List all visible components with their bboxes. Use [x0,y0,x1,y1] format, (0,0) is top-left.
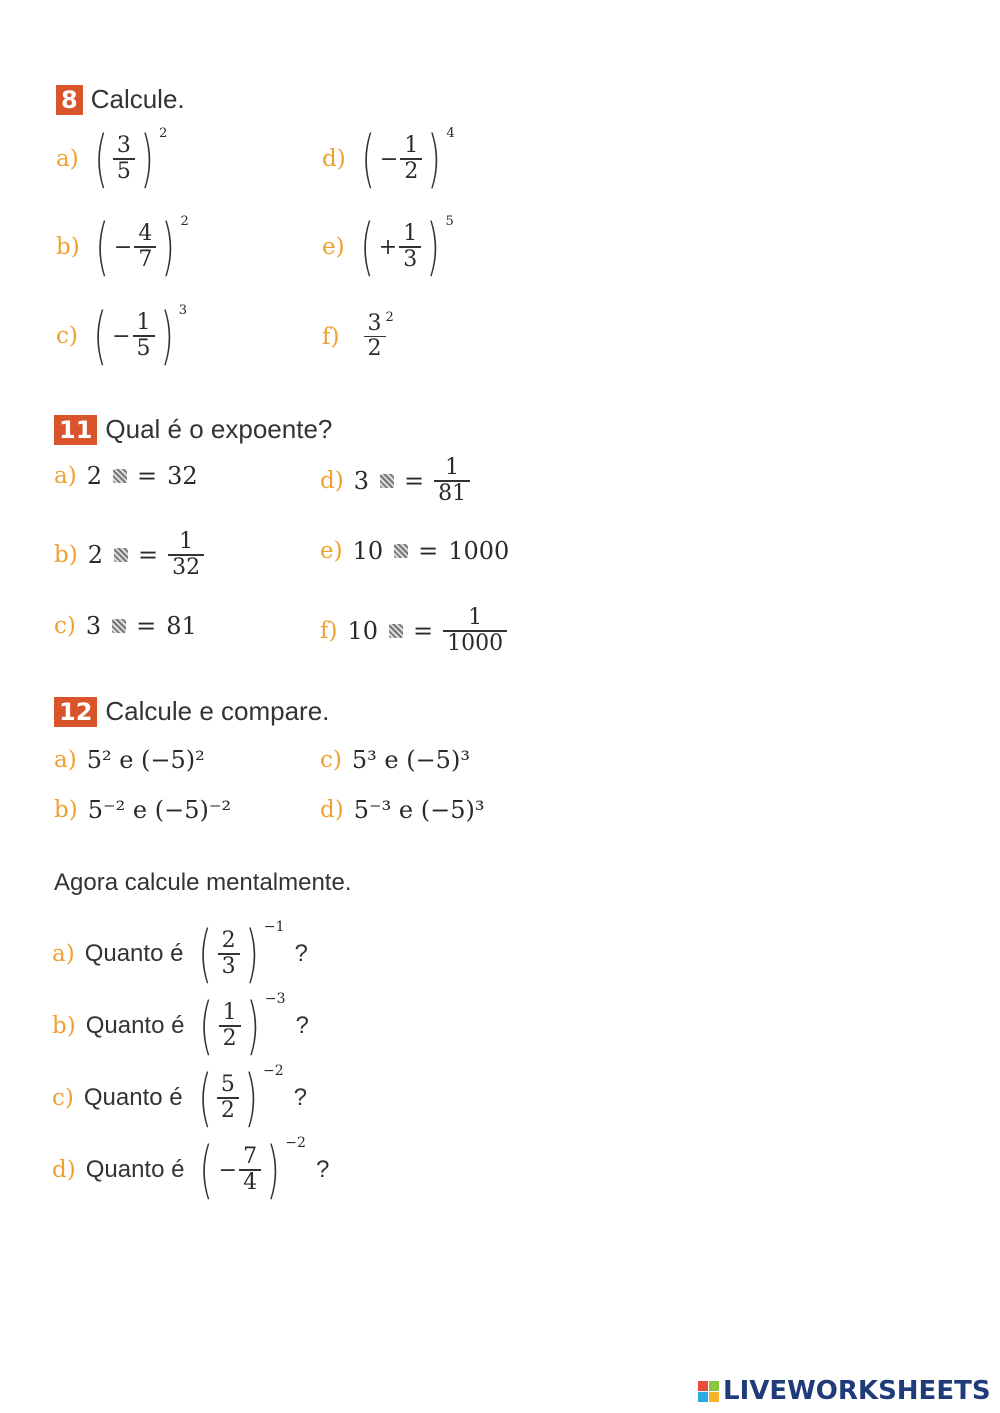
exponent: −2 [263,1063,284,1079]
mental-item-b [52,989,309,1062]
question-prefix: Quanto é [85,1156,185,1183]
equals-sign: = [137,541,159,569]
question-mark: ? [295,1012,309,1039]
blank-exponent[interactable] [389,624,403,638]
fraction-power [364,312,394,361]
blank-exponent[interactable] [394,544,408,558]
item-label: e) [322,234,345,260]
fraction-power: ( − $\frac{1}{5}$ ) 3 [93,299,187,372]
numerator: 1 [222,1000,237,1025]
item-label: b) [54,797,78,823]
equals-sign: = [136,462,158,490]
base: 10 [347,617,379,645]
result: 32 [167,462,198,490]
item-label: a) [52,941,75,967]
item-label: d) [52,1157,76,1183]
question-prefix: Quanto é [85,1012,185,1039]
item-label: c) [54,613,76,639]
expression: 5³ e (−5)³ [351,746,470,774]
mental-item-c [52,1061,308,1134]
q8-number-badge: 8 [56,85,83,115]
expression: 5⁻³ e (−5)³ [353,796,485,824]
blank-exponent[interactable] [114,548,128,562]
mental-title: Agora calcule mentalmente. [54,869,352,896]
numerator: 7 [243,1144,258,1169]
base: 2 [86,462,102,490]
exponent: 3 [178,303,187,318]
numerator: 1 [468,605,483,630]
logo-text: LIVEWORKSHEETS [723,1376,991,1406]
q8-item-c [56,299,187,372]
q11-item-c [54,612,197,640]
base: 3 [353,467,369,495]
liveworksheets-icon [698,1381,719,1402]
exponent: 4 [446,126,455,141]
q11-item-b [54,530,204,580]
question-prefix: Quanto é [84,940,184,967]
numerator: 1 [404,133,419,158]
q12-heading [54,696,329,727]
sign: − [113,234,133,260]
expression: 5⁻² e (−5)⁻² [87,796,232,824]
fraction-power: ( + $\frac{1}{3}$ ) 5 [360,210,454,283]
mental-item-a [52,917,308,990]
q11-item-f [320,606,507,656]
numerator: 1 [136,310,151,335]
denominator: 2 [364,336,386,361]
equals-sign: = [413,617,434,645]
item-label: b) [54,542,78,568]
q12-number-badge: 12 [54,697,97,727]
question-mark: ? [315,1156,330,1183]
item-label: c) [56,323,78,349]
numerator: 2 [221,928,236,953]
item-label: d) [322,146,346,172]
liveworksheets-logo [698,1376,991,1406]
fraction-power: ( $\frac{1}{2}$ ) −3 [199,989,286,1062]
question-prefix: Quanto é [83,1084,183,1111]
base: 10 [352,537,384,565]
exponent: −3 [264,991,286,1007]
item-label: a) [54,747,77,773]
denominator: 2 [219,1025,241,1051]
numerator: 4 [138,221,153,246]
result: 1000 [448,537,510,565]
item-label: a) [54,463,77,489]
item-label: d) [320,797,344,823]
item-label: e) [320,538,343,564]
numerator: 1 [445,455,460,480]
item-label: a) [56,146,79,172]
denominator: 5 [133,335,155,361]
exponent: 2 [180,214,189,229]
q8-item-b [56,210,189,283]
equals-sign: = [403,467,425,495]
item-label: d) [320,468,344,494]
q8-item-f [322,312,394,361]
blank-exponent[interactable] [112,619,126,633]
exponent: 5 [445,214,454,229]
denominator: 3 [399,246,421,272]
sign: − [218,1157,238,1183]
fraction-power: ( $\frac{2}{3}$ ) −1 [198,917,285,990]
base: 3 [85,612,102,640]
q12-title: Calcule e compare. [105,696,330,726]
item-label: b) [52,1013,76,1039]
base: 2 [87,541,103,569]
numerator: 3 [116,133,131,158]
exponent: 2 [159,126,168,141]
q11-heading [54,414,332,445]
sign: + [378,234,398,260]
mental-item-d [52,1133,330,1206]
fraction-power: ( $\frac{3}{5}$ ) 2 [94,122,168,195]
q8-item-e [322,210,454,283]
equals-sign: = [418,537,439,565]
numerator: 1 [403,221,418,246]
q12-item-d [320,796,484,824]
q8-item-a [56,122,168,195]
question-mark: ? [294,940,308,967]
denominator: 2 [400,158,422,184]
fraction-power: ( − $\frac{1}{2}$ ) 4 [361,122,455,195]
numerator: 3 [367,311,382,336]
denominator: 1000 [443,630,507,656]
result-fraction [434,456,470,506]
denominator: 32 [168,554,204,580]
denominator: 5 [113,158,135,184]
q11-item-d [320,456,470,506]
q8-item-d [322,122,455,195]
q8-heading [56,84,185,115]
blank-exponent[interactable] [113,469,127,483]
result: 81 [166,612,197,640]
q11-title: Qual é o expoente? [105,414,333,444]
q8-title: Calcule. [90,84,185,114]
denominator: 4 [239,1169,261,1195]
denominator: 7 [134,246,156,272]
result-fraction [443,606,507,656]
numerator: 1 [179,529,194,554]
fraction-power: ( $\frac{5}{2}$ ) −2 [198,1061,284,1134]
item-label: c) [52,1085,74,1111]
item-label: c) [320,747,342,773]
expression: 5² e (−5)² [86,746,205,774]
numerator: 5 [220,1072,235,1097]
result-fraction [168,530,204,580]
denominator: 2 [217,1097,239,1123]
q11-item-e [320,537,509,565]
item-label: b) [56,234,80,260]
denominator: 81 [434,480,470,506]
equals-sign: = [136,612,157,640]
blank-exponent[interactable] [380,474,394,488]
sign: − [379,146,399,172]
item-label: f) [322,323,340,350]
fraction-power: ( − $\frac{4}{7}$ ) 2 [95,210,189,283]
sign: − [112,323,131,349]
exponent: 2 [385,310,394,325]
q11-number-badge: 11 [54,415,97,445]
question-mark: ? [293,1084,308,1111]
q12-item-b [54,796,231,824]
q12-item-a [54,746,205,774]
exponent: −1 [263,919,285,935]
q12-item-c [320,746,470,774]
item-label: f) [320,618,338,644]
fraction-power: ( − $\frac{7}{4}$ ) −2 [199,1133,306,1206]
denominator: 3 [218,953,240,979]
q11-item-a [54,462,198,490]
exponent: −2 [285,1135,306,1151]
